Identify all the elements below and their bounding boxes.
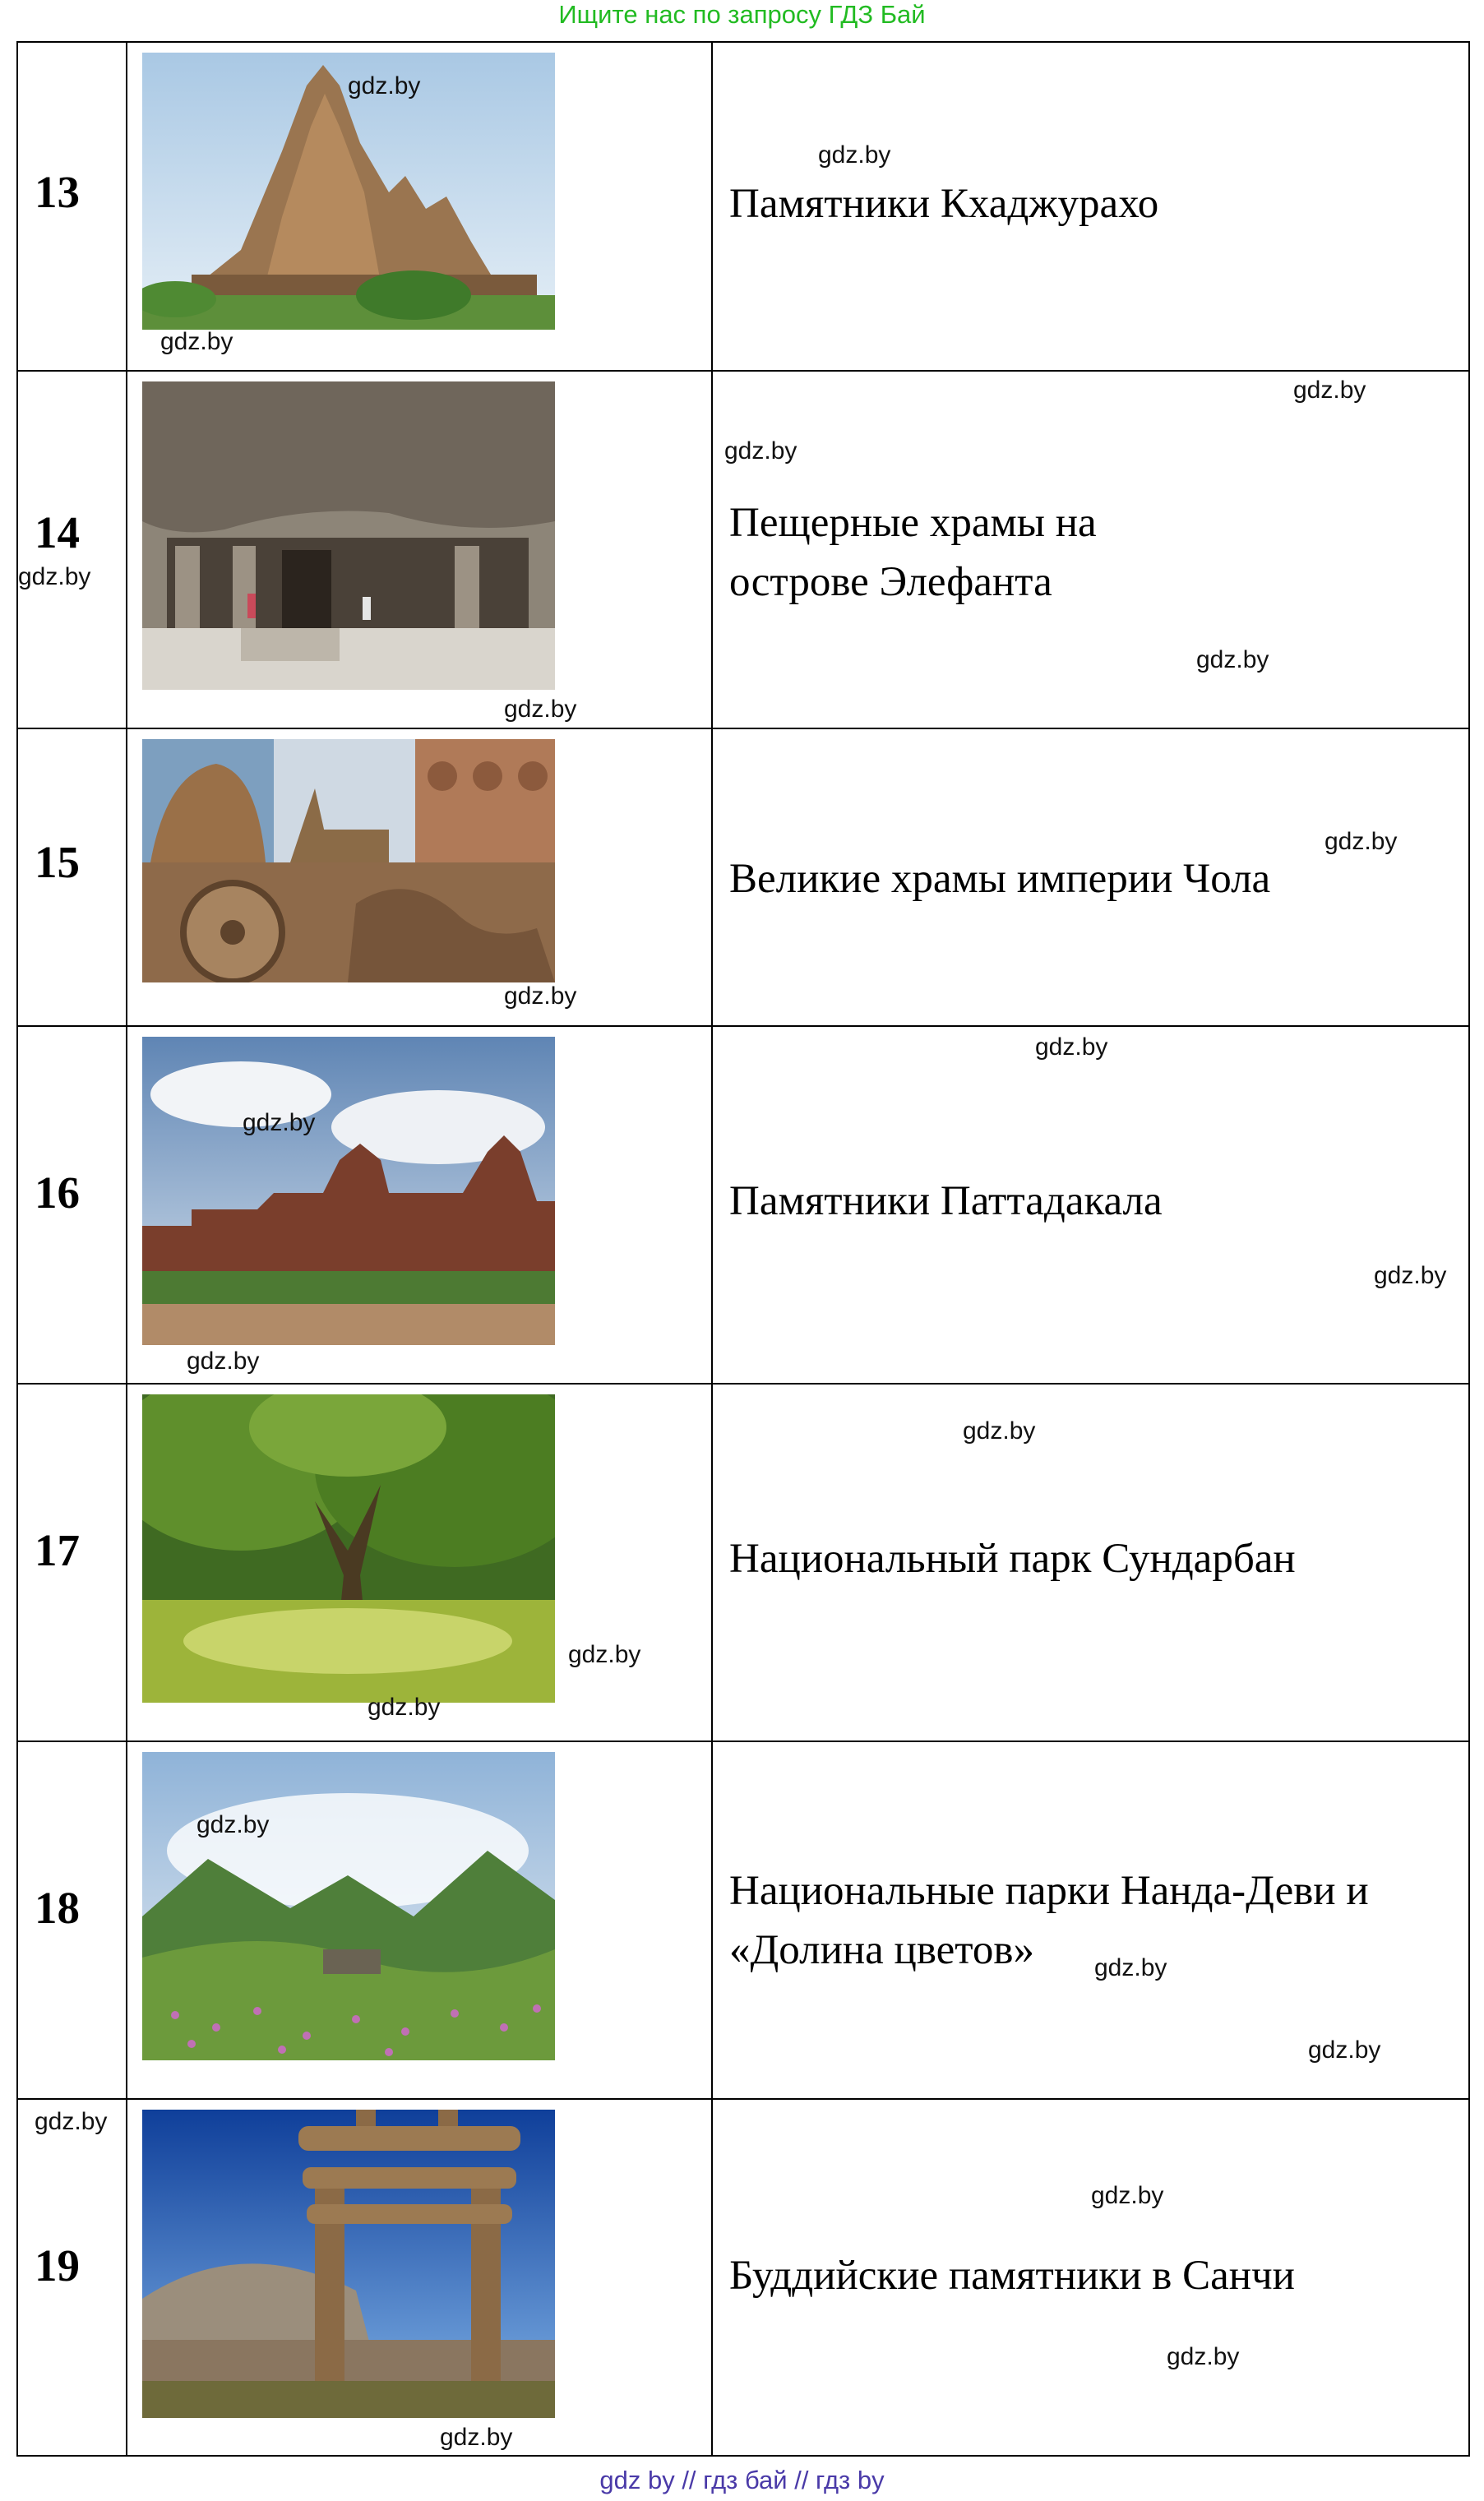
table-row bbox=[18, 729, 1470, 1027]
watermark: gdz.by bbox=[568, 1641, 641, 1668]
pattadakal-monuments-photo bbox=[142, 1037, 555, 1345]
row-number: 16 bbox=[35, 1167, 80, 1218]
watermark: gdz.by bbox=[504, 696, 577, 723]
watermark: gdz.by bbox=[18, 563, 91, 590]
watermark: gdz.by bbox=[160, 328, 233, 355]
watermark: gdz.by bbox=[35, 2108, 108, 2135]
watermark: gdz.by bbox=[1293, 377, 1366, 404]
page-footer: gdz by // гдз бай // гдз by bbox=[599, 2466, 885, 2494]
row-number: 14 bbox=[35, 507, 80, 557]
monument-name: Национальные парки Нанда-Деви и bbox=[729, 1868, 1369, 1914]
watermark: gdz.by bbox=[963, 1417, 1036, 1445]
row-number: 13 bbox=[35, 167, 80, 217]
watermark: gdz.by bbox=[243, 1109, 316, 1136]
table-row bbox=[18, 43, 1470, 372]
watermark: gdz.by bbox=[368, 1694, 441, 1721]
monument-name: Буддийские памятники в Санчи bbox=[729, 2253, 1295, 2299]
watermark: gdz.by bbox=[196, 1811, 270, 1838]
watermark: gdz.by bbox=[440, 2424, 513, 2451]
watermark: gdz.by bbox=[1325, 828, 1398, 855]
monument-name: Памятники Кхаджурахо bbox=[729, 181, 1159, 227]
monument-name: Национальный парк Сундарбан bbox=[729, 1536, 1296, 1582]
sanchi-stupa-photo bbox=[142, 2110, 555, 2418]
sundarbans-forest-photo bbox=[142, 1394, 555, 1703]
monument-name: Памятники Паттадакала bbox=[729, 1178, 1163, 1224]
monument-name-line2: острове Элефанта bbox=[729, 559, 1052, 605]
page-header: Ищите нас по запросу ГДЗ Бай bbox=[558, 0, 926, 29]
elephanta-caves-photo bbox=[142, 381, 555, 690]
monument-name-line2: «Долина цветов» bbox=[729, 1927, 1034, 1973]
watermark: gdz.by bbox=[1091, 2182, 1164, 2209]
watermark: gdz.by bbox=[1167, 2343, 1240, 2370]
monument-name: Великие храмы империи Чола bbox=[729, 856, 1271, 902]
watermark: gdz.by bbox=[187, 1348, 260, 1375]
row-number: 15 bbox=[35, 837, 80, 887]
watermark: gdz.by bbox=[818, 141, 891, 169]
valley-of-flowers-photo bbox=[142, 1752, 555, 2060]
row-number: 18 bbox=[35, 1883, 80, 1933]
row-number: 17 bbox=[35, 1525, 80, 1575]
watermark: gdz.by bbox=[1374, 1262, 1447, 1289]
table-row bbox=[18, 2100, 1470, 2457]
watermark: gdz.by bbox=[724, 437, 797, 465]
watermark: gdz.by bbox=[1035, 1033, 1108, 1061]
table-row bbox=[18, 1385, 1470, 1742]
watermark: gdz.by bbox=[348, 72, 421, 99]
monument-name: Пещерные храмы на bbox=[729, 500, 1097, 546]
chola-temples-collage-photo bbox=[142, 739, 555, 982]
row-number: 19 bbox=[35, 2240, 80, 2291]
watermark: gdz.by bbox=[1308, 2036, 1381, 2064]
watermark: gdz.by bbox=[1094, 1954, 1167, 1981]
watermark: gdz.by bbox=[504, 982, 577, 1010]
watermark: gdz.by bbox=[1196, 646, 1269, 673]
table-row bbox=[18, 1742, 1470, 2100]
heritage-table bbox=[16, 41, 1470, 2457]
table-row bbox=[18, 1027, 1470, 1385]
table-row bbox=[18, 372, 1470, 729]
